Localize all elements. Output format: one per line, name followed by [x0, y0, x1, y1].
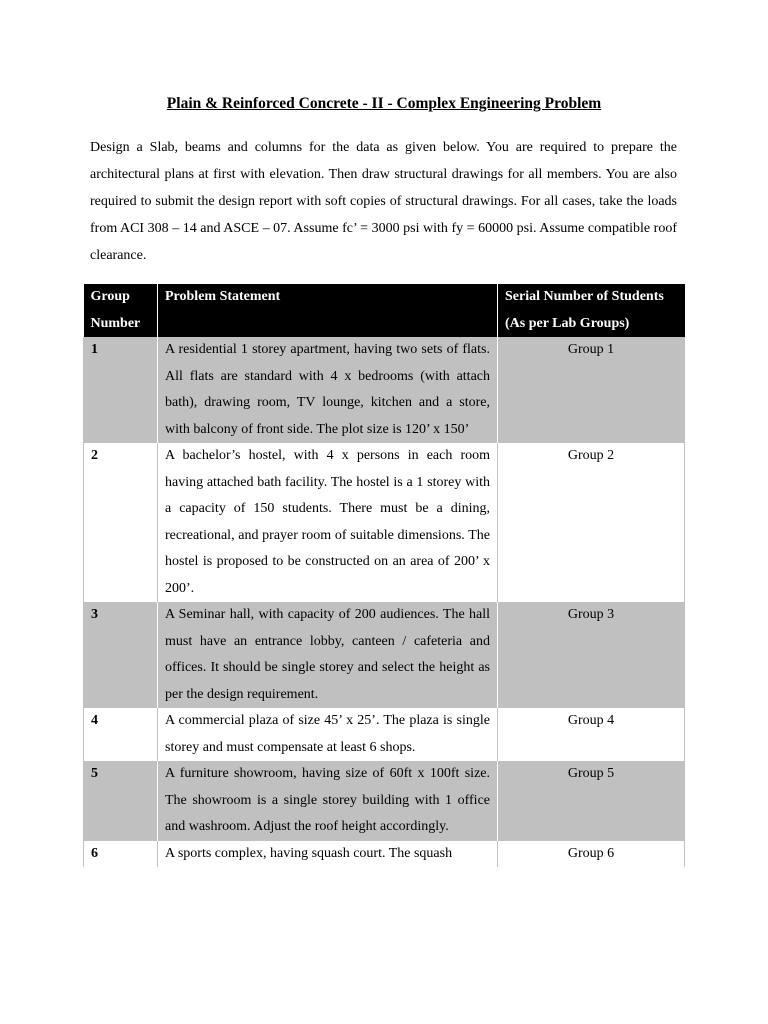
table-header-row [84, 284, 685, 337]
row-number: 1 [84, 337, 158, 443]
row-statement: A sports complex, having squash court. The squash [158, 841, 498, 868]
row-statement: A furniture showroom, having size of 60ft x 100ft size. The showroom is a single storey building with 1 office and washroom. Adjust the roof height accordingly. [158, 761, 498, 841]
row-number: 6 [84, 841, 158, 868]
table-row [84, 841, 685, 868]
table-row [84, 602, 685, 708]
table-row [84, 337, 685, 443]
row-group: Group 1 [498, 337, 685, 443]
row-statement: A commercial plaza of size 45’ x 25’. The plaza is single storey and must compensate at least 6 shops. [158, 708, 498, 761]
row-number: 2 [84, 443, 158, 602]
row-group: Group 5 [498, 761, 685, 841]
table-row [84, 761, 685, 841]
row-statement: A Seminar hall, with capacity of 200 audiences. The hall must have an entrance lobby, canteen / cafeteria and offices. It should be single storey and select the height as per the design requirement. [158, 602, 498, 708]
table-row [84, 708, 685, 761]
row-statement: A residential 1 storey apartment, having two sets of flats. All flats are standard with 4 x bedrooms (with attach bath), drawing room, TV lounge, kitchen and a store, with balcony of front side. The plot size is 120’ x 150’ [158, 337, 498, 443]
row-group: Group 6 [498, 841, 685, 868]
header-problem-statement: Problem Statement [158, 284, 498, 337]
row-statement: A bachelor’s hostel, with 4 x persons in each room having attached bath facility. The hostel is a 1 storey with a capacity of 150 students. There must be a dining, recreational, and prayer room of suitable dimensions. The hostel is proposed to be constructed on an area of 200’ x 200’. [158, 443, 498, 602]
table-row [84, 443, 685, 602]
row-group: Group 4 [498, 708, 685, 761]
problem-table [83, 284, 685, 867]
header-group-number: Group Number [84, 284, 158, 337]
header-serial-number: Serial Number of Students (As per Lab Groups) [498, 284, 685, 337]
row-group: Group 2 [498, 443, 685, 602]
row-number: 5 [84, 761, 158, 841]
row-number: 4 [84, 708, 158, 761]
document-title: Plain & Reinforced Concrete - II - Complex Engineering Problem [166, 95, 602, 112]
intro-paragraph: Design a Slab, beams and columns for the data as given below. You are required to prepare the architectural plans at first with elevation. Then draw structural drawings for all members. You are also required to submit the design report with soft copies of structural drawings. For all cases, take the loads from ACI 308 – 14 and ASCE – 07. Assume fc’ = 3000 psi with fy = 60000 psi. Assume compatible roof clearance. [90, 140, 677, 263]
row-number: 3 [84, 602, 158, 708]
row-group: Group 3 [498, 602, 685, 708]
